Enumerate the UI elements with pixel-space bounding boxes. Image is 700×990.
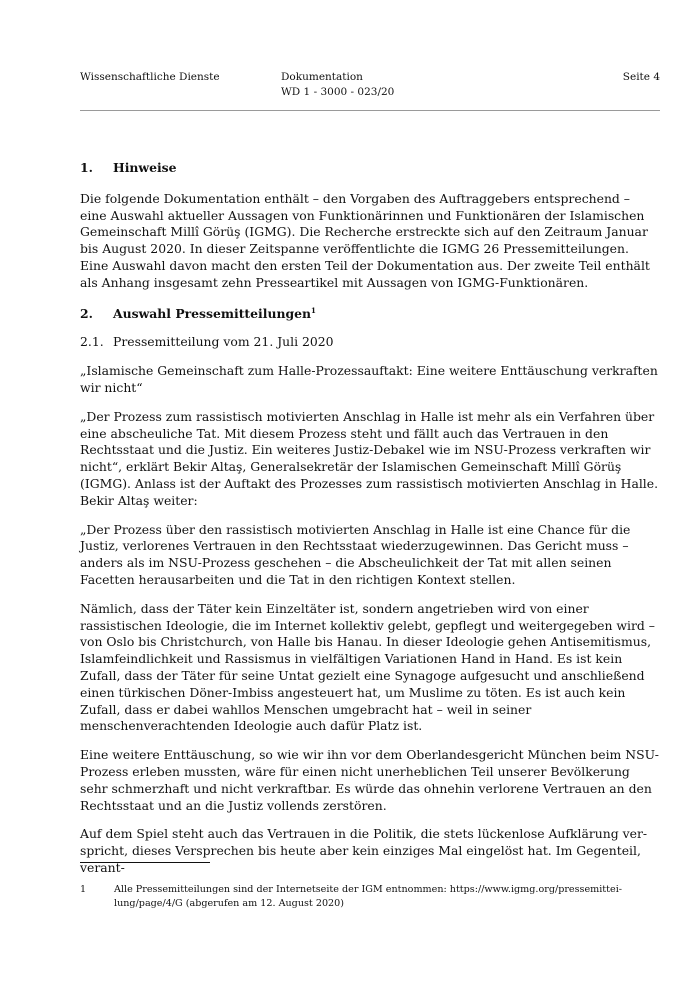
footnote xyxy=(80,883,660,910)
subsection-heading xyxy=(80,334,660,351)
body-paragraph: Auf dem Spiel steht auch das Vertrauen in die Politik, die stets lückenlose Aufklärung verspricht, dieses Versprechen bis heute aber kein einziges Mal eingelöst hat. Im Gegenteil, verant- xyxy=(80,826,648,875)
press-release-headline: „Islamische Gemeinschaft zum Halle-Prozessauftakt: Eine weitere Enttäuschung verkraften wir nicht“ xyxy=(80,363,658,395)
body-paragraph: „Der Prozess über den rassistisch motivierten Anschlag in Halle ist eine Chance für die Justiz, verlorenes Vertrauen in den Rechtsstaat wiederzugewinnen. Das Gericht muss – anders als im NSU-Prozess geschehen – die Abscheulichkeit der Tat mit allen seinen Facetten herausarbeiten und die Tat in den richtigen Kontext stellen. xyxy=(80,521,631,587)
subsection-number: 2.1. xyxy=(80,334,104,350)
page-body xyxy=(80,160,660,877)
section-title: Auswahl Pressemitteilungen xyxy=(113,305,312,321)
intro-paragraph: Die folgende Dokumentation enthält – den Vorgaben des Auftraggebers entsprechend – eine Auswahl aktueller Aussagen von Funktionärinnen und Funktionären der Islamischen Gemeinschaft Millî Görüş (IGMG). Die Recherche erstreckte sich auf den Zeitraum Januar bis August 2020. In dieser Zeitspanne veröffentlichte die IGMG 26 Pressemitteilungen. Eine Auswahl davon macht den ersten Teil der Dokumentation aus. Der zweite Teil enthält als Anhang insgesamt zehn Presseartikel mit Aussagen von IGMG-Funktionären. xyxy=(80,190,650,290)
footnote-divider xyxy=(80,862,210,863)
header-page-number: Seite 4 xyxy=(622,71,660,83)
header-doc-type: Dokumentation xyxy=(281,71,363,83)
body-paragraph: „Der Prozess zum rassistisch motivierten Anschlag in Halle ist mehr als ein Verfahren über eine abscheuliche Tat. Mit diesem Prozess steht und fällt auch das Vertrauen in den Rechtsstaat und die Justiz. Ein weiteres Justiz-Debakel wie im NSU-Prozess verkraften wir nicht“, erklärt Bekir Altaş, Generalsekretär der Islamischen Gemeinschaft Millî Görüş (IGMG). Anlass ist der Auftakt des Prozesses zum rassistisch motivierten Anschlag in Halle. Bekir Altaş weiter: xyxy=(80,408,659,508)
section-title: Hinweise xyxy=(113,160,177,175)
section-heading-pressemitteilungen xyxy=(80,306,660,323)
section-heading-hinweise xyxy=(80,160,660,177)
body-paragraph: Nämlich, dass der Täter kein Einzeltäter ist, sondern angetrieben wird von einer rassistischen Ideologie, die im Internet kollektiv gelebt, gepflegt und weitergegeben wird – von Oslo bis Christchurch, von Halle bis Hanau. In dieser Ideologie gehen Antisemitismus, Islamfeindlichkeit und Rassismus in vielfältigen Variationen Hand in Hand. Es ist kein Zufall, dass der Täter für seine Untat gezielt eine Synagoge aufgesucht und anschließend einen türkischen Döner-Imbiss angesteuert hat, um Muslime zu töten. Es ist auch kein Zufall, dass er dabei wahllos Menschen umgebracht hat – weil in seiner menschenverachtenden Ideologie auch dafür Platz ist. xyxy=(80,600,655,734)
section-number: 2. xyxy=(80,305,93,321)
header-institution: Wissenschaftliche Dienste xyxy=(80,71,220,83)
subsection-title: Pressemitteilung vom 21. Juli 2020 xyxy=(113,334,334,350)
body-paragraph: Eine weitere Enttäuschung, so wie wir ihn vor dem Oberlandesgericht München beim NSU-Prozess erleben mussten, wäre für einen nicht unerheblichen Teil unserer Bevölkerung sehr schmerzhaft und nicht verkraftbar. Es würde das ohnehin verlorene Vertrauen an den Rechtsstaat und an die Justiz vollends zerstören. xyxy=(80,747,659,813)
section-number: 1. xyxy=(80,160,93,175)
header-divider xyxy=(80,110,660,111)
footnote-number: 1 xyxy=(80,884,87,895)
header-document-info xyxy=(281,70,394,100)
footnote-reference[interactable]: 1 xyxy=(311,305,316,315)
header-doc-number: WD 1 - 3000 - 023/20 xyxy=(281,86,395,98)
footnote-text: Alle Pressemitteilungen sind der Internetseite der IGM entnommen: https://www.igmg.org/pressemitteilung/page/4/G (abgerufen am 12. August 2020) xyxy=(114,884,623,909)
